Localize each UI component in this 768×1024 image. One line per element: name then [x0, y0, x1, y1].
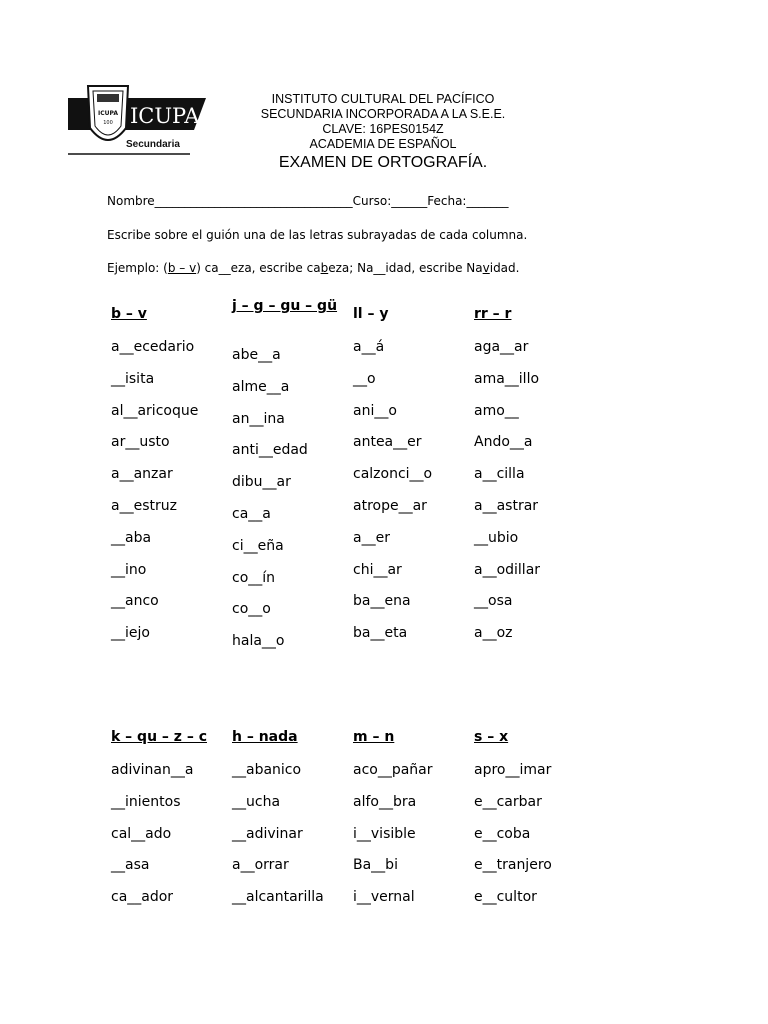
word-item[interactable]: dibu__ar — [232, 474, 291, 491]
word-item[interactable]: __asa — [111, 857, 150, 874]
word-item[interactable]: a__er — [353, 529, 390, 546]
logo-text: ICUPA — [130, 104, 200, 128]
word-item[interactable]: __osa — [474, 593, 513, 610]
column-h-nada — [232, 729, 324, 919]
word-item[interactable]: amo__ — [474, 402, 519, 419]
example-label: Ejemplo: ( — [107, 261, 168, 275]
example-text — [107, 261, 519, 275]
column-ll-y — [353, 306, 432, 655]
word-item[interactable]: aco__pañar — [353, 762, 433, 778]
word-item[interactable]: cal__ado — [111, 825, 172, 842]
word-item[interactable]: ci__eña — [232, 537, 284, 554]
example-part4: idad. — [489, 261, 520, 275]
column-header: ll – y — [353, 306, 389, 322]
column-rr-r — [474, 306, 540, 655]
exam-title: EXAMEN DE ORTOGRAFÍA. — [278, 154, 488, 171]
example-b-letter: b — [320, 261, 329, 275]
word-item[interactable]: a__orrar — [232, 857, 289, 874]
word-item[interactable]: al__aricoque — [111, 402, 199, 419]
word-item[interactable]: a__cilla — [474, 466, 525, 483]
school-header — [230, 92, 536, 173]
word-item[interactable]: ar__usto — [111, 434, 170, 451]
word-item[interactable]: ani__o — [353, 402, 397, 419]
word-item[interactable]: aga__ar — [474, 339, 529, 355]
word-item[interactable]: antea__er — [353, 434, 422, 451]
word-item[interactable]: an__ina — [232, 410, 285, 427]
word-item[interactable]: a__á — [353, 339, 385, 355]
word-item[interactable]: __alcantarilla — [232, 889, 324, 906]
column-s-x — [474, 729, 552, 919]
word-item[interactable]: __isita — [111, 370, 155, 387]
word-item[interactable]: __ubio — [474, 529, 519, 546]
word-item[interactable]: ca__ador — [111, 889, 174, 906]
column-k-qu-z-c — [111, 729, 207, 919]
word-item[interactable]: calzonci__o — [353, 466, 433, 483]
example-pair: b – v — [167, 261, 197, 275]
word-item[interactable]: apro__imar — [474, 762, 552, 778]
word-item[interactable]: e__coba — [474, 825, 531, 842]
header-line-2: SECUNDARIA INCORPORADA A LA S.E.E. — [260, 107, 506, 121]
word-item[interactable]: __anco — [111, 593, 159, 610]
word-item[interactable]: __adivinar — [232, 825, 303, 842]
word-item[interactable]: abe__a — [232, 347, 281, 363]
column-m-n — [353, 729, 433, 919]
word-item[interactable]: a__odillar — [474, 561, 541, 578]
name-course-date-line[interactable]: Nombre_________________________________Curso:______Fecha:_______ — [107, 194, 509, 208]
word-item[interactable]: alme__a — [232, 378, 290, 395]
column-header: b – v — [111, 306, 147, 322]
svg-text:ICUPA: ICUPA — [98, 110, 118, 117]
word-item[interactable]: atrope__ar — [353, 497, 427, 514]
word-item[interactable]: a__astrar — [474, 497, 539, 514]
example-part3: eza; Na__idad, escribe Na — [328, 261, 483, 275]
column-header: m – n — [353, 729, 395, 745]
word-item[interactable]: alfo__bra — [353, 793, 417, 810]
word-item[interactable]: Ba__bi — [353, 857, 398, 874]
word-item[interactable]: e__tranjero — [474, 857, 552, 874]
header-line-3: CLAVE: 16PES0154Z — [322, 122, 444, 136]
word-item[interactable]: a__oz — [474, 625, 513, 642]
word-item[interactable]: e__cultor — [474, 889, 537, 906]
column-header: k – qu – z – c — [111, 729, 207, 745]
word-item[interactable]: __abanico — [232, 762, 302, 778]
column-j-g-gu-gu — [232, 298, 344, 663]
word-item[interactable]: __inientos — [111, 793, 181, 810]
instruction-text: Escribe sobre el guión una de las letras subrayadas de cada columna. — [107, 228, 528, 242]
word-item[interactable]: ba__eta — [353, 625, 408, 642]
word-item[interactable]: co__ín — [232, 569, 276, 586]
header-line-1: INSTITUTO CULTURAL DEL PACÍFICO — [271, 92, 495, 106]
word-item[interactable]: e__carbar — [474, 793, 542, 810]
logo-subtext: Secundaria — [126, 139, 180, 150]
word-item[interactable]: ca__a — [232, 505, 271, 522]
word-item[interactable]: ba__ena — [353, 593, 411, 610]
word-item[interactable]: i__vernal — [353, 889, 415, 906]
example-v-letter: v — [482, 261, 490, 275]
column-header: s – x — [474, 729, 509, 745]
example-part2: ) ca__eza, escribe ca — [196, 261, 321, 275]
word-item[interactable]: hala__o — [232, 633, 285, 650]
word-item[interactable]: ama__illo — [474, 370, 540, 387]
word-item[interactable]: __ino — [111, 561, 147, 578]
header-line-4: ACADEMIA DE ESPAÑOL — [309, 137, 457, 151]
word-item[interactable]: anti__edad — [232, 442, 308, 459]
word-item[interactable]: i__visible — [353, 825, 416, 842]
word-item[interactable]: __aba — [111, 529, 152, 546]
word-item[interactable]: __ucha — [232, 793, 281, 810]
word-item[interactable]: __iejo — [111, 625, 150, 642]
word-item[interactable]: adivinan__a — [111, 762, 194, 778]
word-item[interactable]: a__estruz — [111, 497, 177, 514]
word-item[interactable]: __o — [353, 370, 376, 387]
svg-text:100: 100 — [103, 120, 113, 126]
icupa-logo — [66, 84, 210, 158]
column-header: rr – r — [474, 306, 512, 322]
word-item[interactable]: a__anzar — [111, 466, 173, 483]
column-header: h – nada — [232, 729, 298, 745]
word-item[interactable]: Ando__a — [474, 434, 533, 451]
column-header: j – g – gu – gü — [232, 298, 338, 314]
word-item[interactable]: chi__ar — [353, 561, 402, 578]
word-item[interactable]: a__ecedario — [111, 339, 195, 355]
column-b-v — [111, 306, 198, 655]
word-item[interactable]: co__o — [232, 601, 271, 618]
